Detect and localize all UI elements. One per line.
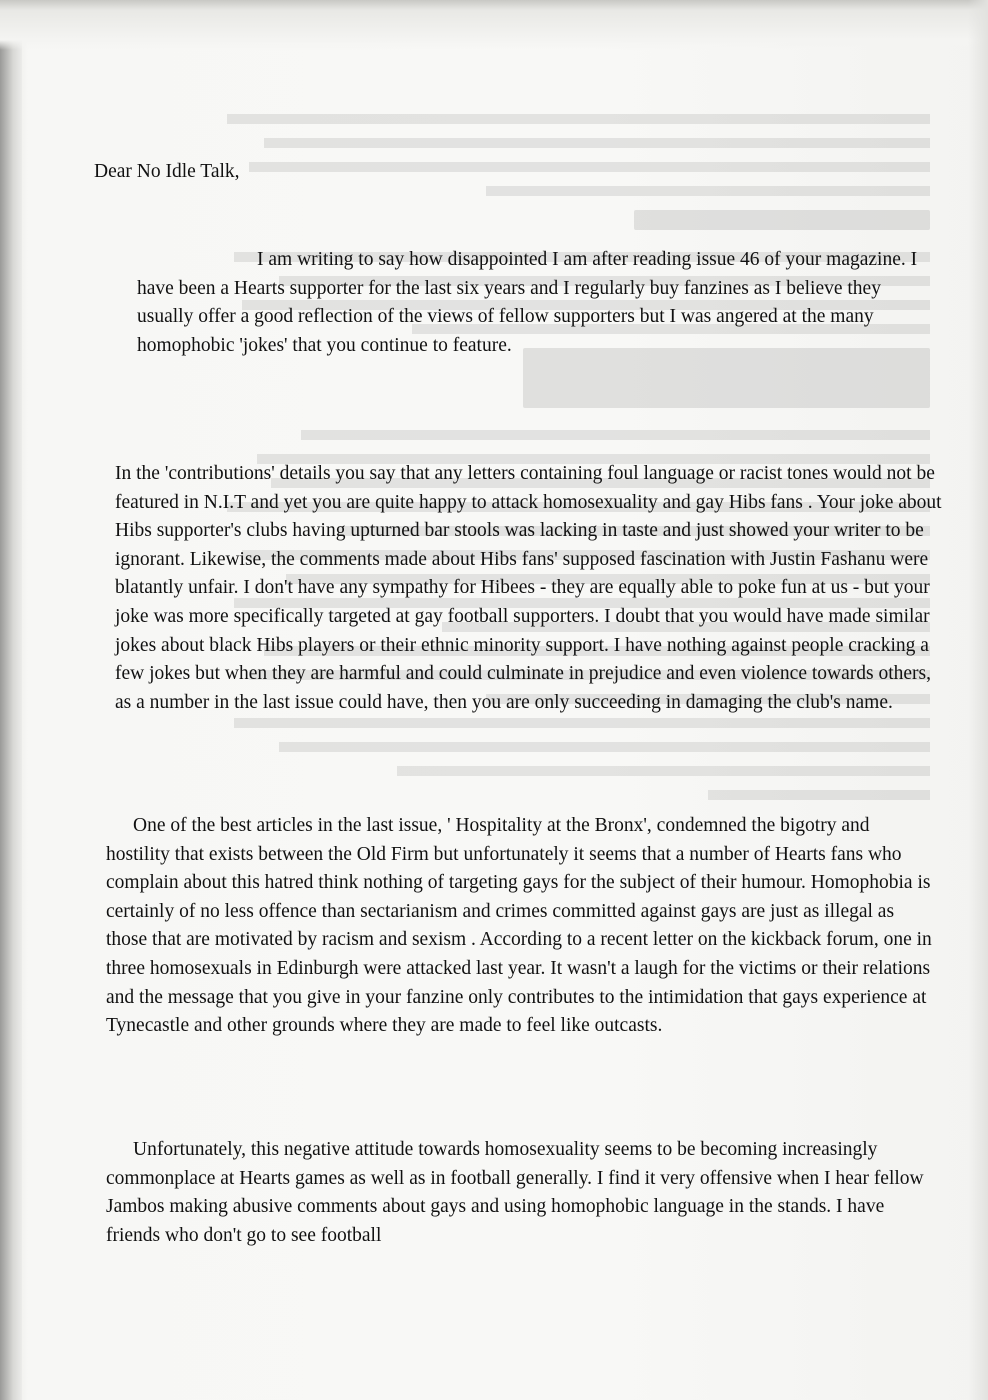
page-right-edge [968,0,988,1400]
letter-paragraph-3: One of the best articles in the last issue, ' Hospitality at the Bronx', condemned the bigotry and hostility that exists between the Old Firm but unfortunately it seems that a number of Hearts fans who complain about this hatred think nothing of targeting gays for the subject of their humour. Homophobia is certainly of no less offence than sectarianism and crimes committed against gays are just as illegal as those that are motivated by racism and sexism . According to a recent letter on the kickback forum, one in three homosexuals in Edinburgh were attacked last year. It wasn't a laugh for the victims or their relations and the message that you give in your fanzine only contributes to the intimidation that gays experience at Tynecastle and other grounds where they are made to feel like outcasts. [106,815,932,1037]
letter-paragraph-1: I am writing to say how disappointed I am after reading issue 46 of your magazine. I have been a Hearts supporter for the last six years and I regularly buy fanzines as I believe they usually offer a good reflection of the views of fellow supporters but I was angered at the many homophobic 'jokes' that you continue to feature. [137,249,918,356]
letter-salutation: Dear No Idle Talk, [94,161,240,182]
letter-paragraph-2: In the 'contributions' details you say that any letters containing foul language or racist tones would not be featured in N.I.T and yet you are quite happy to attack homosexuality and gay Hibs fans . Your joke about Hibs supporter's clubs having upturned bar stools was lacking in taste and just showed your writer to be ignorant. Likewise, the comments made about Hibs fans' supposed fascination with Justin Fashanu were blatantly unfair. I don't have any sympathy for Hibees - they are equally able to poke fun at us - but your joke was more specifically targeted at gay football supporters. I doubt that you would have made similar jokes about black Hibs players or their ethnic minority support. I have nothing against people cracking a few jokes but when they are harmful and could culminate in prejudice and even violence towards others, as a number in the last issue could have, then you are only succeeding in damaging the club's name. [115,463,942,713]
letter-paragraph-4: Unfortunately, this negative attitude towards homosexuality seems to be becoming increasingly commonplace at Hearts games as well as in football generally. I find it very offensive when I hear fellow Jambos making abusive comments about gays and using homophobic language in the stands. I have friends who don't go to see football [106,1139,924,1246]
page-top-edge [0,0,988,50]
page-binding-shadow [0,0,22,1400]
